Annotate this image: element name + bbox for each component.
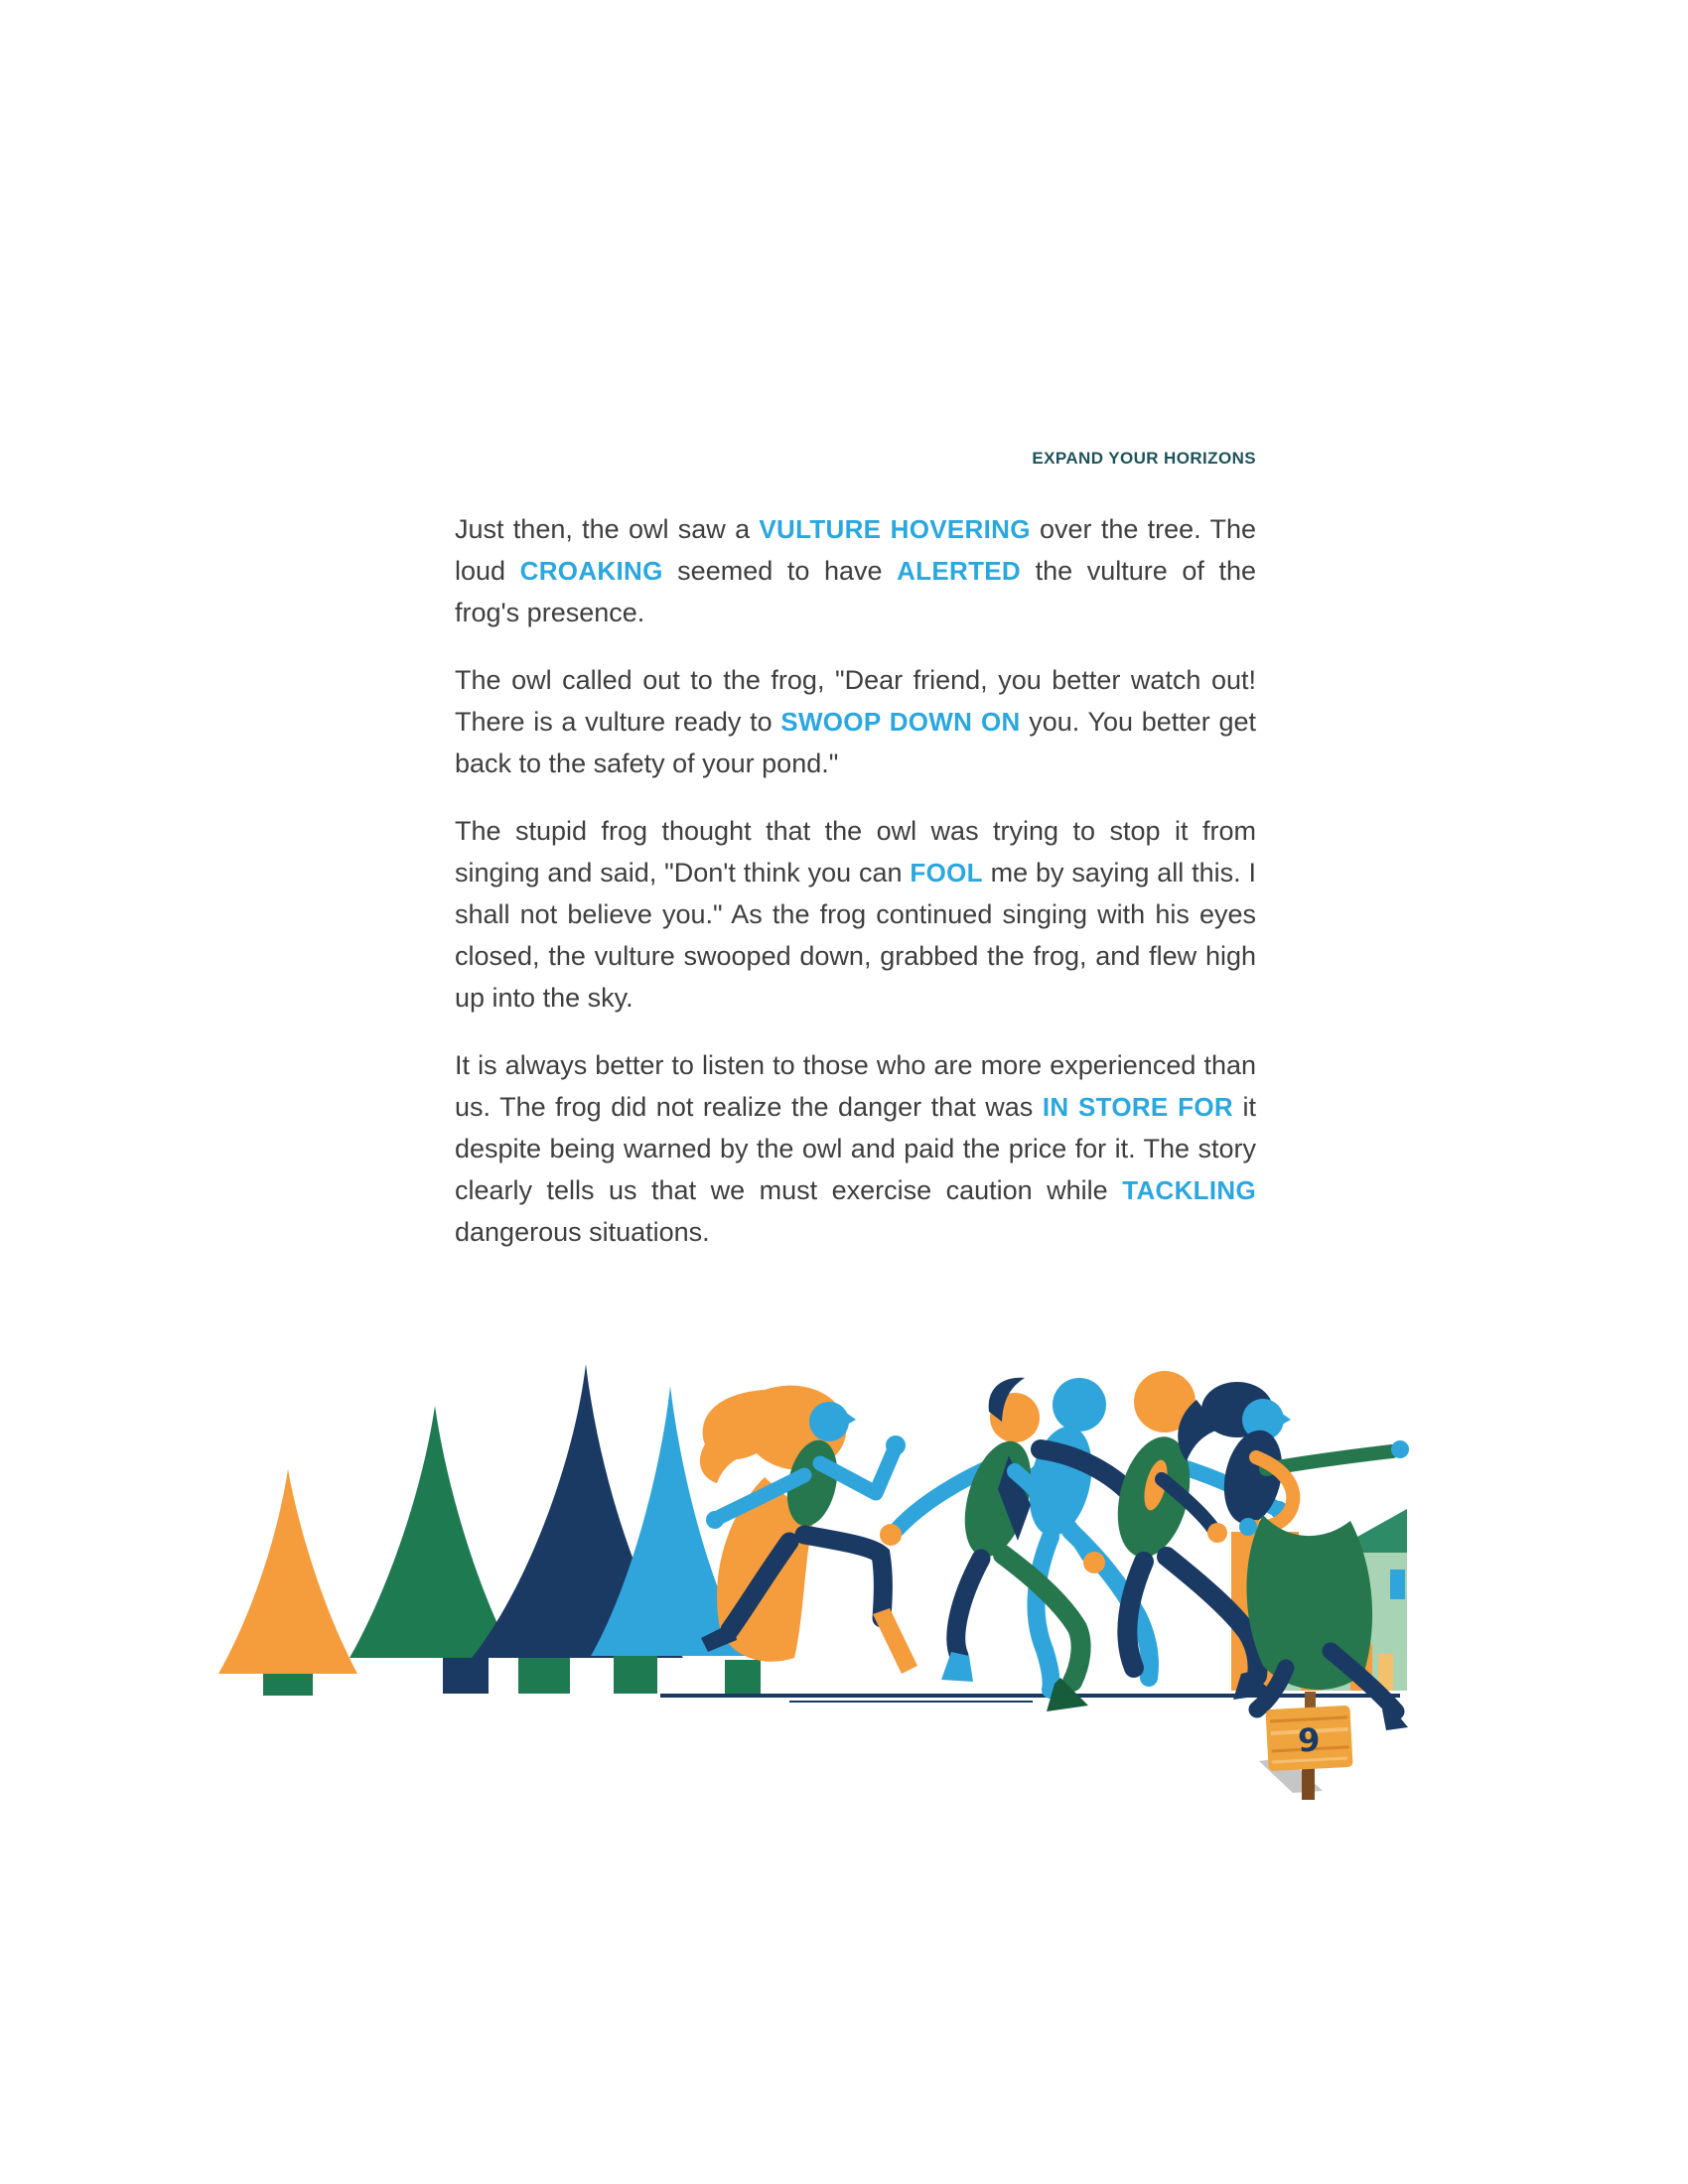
- story-text: me by saying all this. I shall not believe you." As the frog continued singing with his eyes closed, the vulture swooped down, grabbed the frog, and flew high up into the sky.: [455, 858, 1256, 1013]
- vocabulary-highlight: VULTURE HOVERING: [759, 514, 1031, 544]
- vocabulary-highlight: ALERTED: [897, 556, 1021, 586]
- story-text: seemed to have: [662, 556, 898, 586]
- story-text: it despite being warned by the owl and paid the price for it. The story clearly tells us that we must exercise caution while: [455, 1092, 1256, 1205]
- story-paragraph: [455, 659, 1256, 784]
- illustration-running-people: [209, 1358, 1410, 1800]
- runner-man-vest: [880, 1378, 1142, 1711]
- story-paragraph: [455, 1044, 1256, 1253]
- page-number: 9: [1297, 1720, 1322, 1760]
- story-body: [455, 508, 1256, 1279]
- story-text: dangerous situations.: [455, 1217, 710, 1247]
- vocabulary-highlight: SWOOP DOWN ON: [780, 707, 1021, 737]
- story-text: The stupid frog thought that the owl was trying to stop it from singing and said, "Don't think you can: [455, 816, 1256, 887]
- story-text: you. You better get back to the safety of your pond.": [455, 707, 1256, 778]
- vocabulary-highlight: CROAKING: [519, 556, 663, 586]
- story-text: It is always better to listen to those who are more experienced than us. The frog did not realize the danger that was: [455, 1050, 1256, 1122]
- story-paragraph: [455, 810, 1256, 1019]
- story-text: Just then, the owl saw a: [455, 514, 760, 544]
- story-paragraph: [455, 508, 1256, 633]
- vocabulary-highlight: IN STORE FOR: [1042, 1092, 1233, 1122]
- running-header: EXPAND YOUR HORIZONS: [1032, 449, 1256, 468]
- page-number-signpost: [1259, 1692, 1359, 1800]
- ground-line: [660, 1696, 1400, 1702]
- story-text: The owl called out to the frog, "Dear friend, you better watch out! There is a vulture ready to: [455, 665, 1256, 737]
- orange-tree-icon: [218, 1469, 357, 1696]
- vocabulary-highlight: TACKLING: [1122, 1175, 1256, 1205]
- story-text: the vulture of the frog's presence.: [455, 556, 1256, 627]
- story-text: over the tree. The loud: [455, 514, 1256, 586]
- vocabulary-highlight: FOOL: [910, 858, 983, 887]
